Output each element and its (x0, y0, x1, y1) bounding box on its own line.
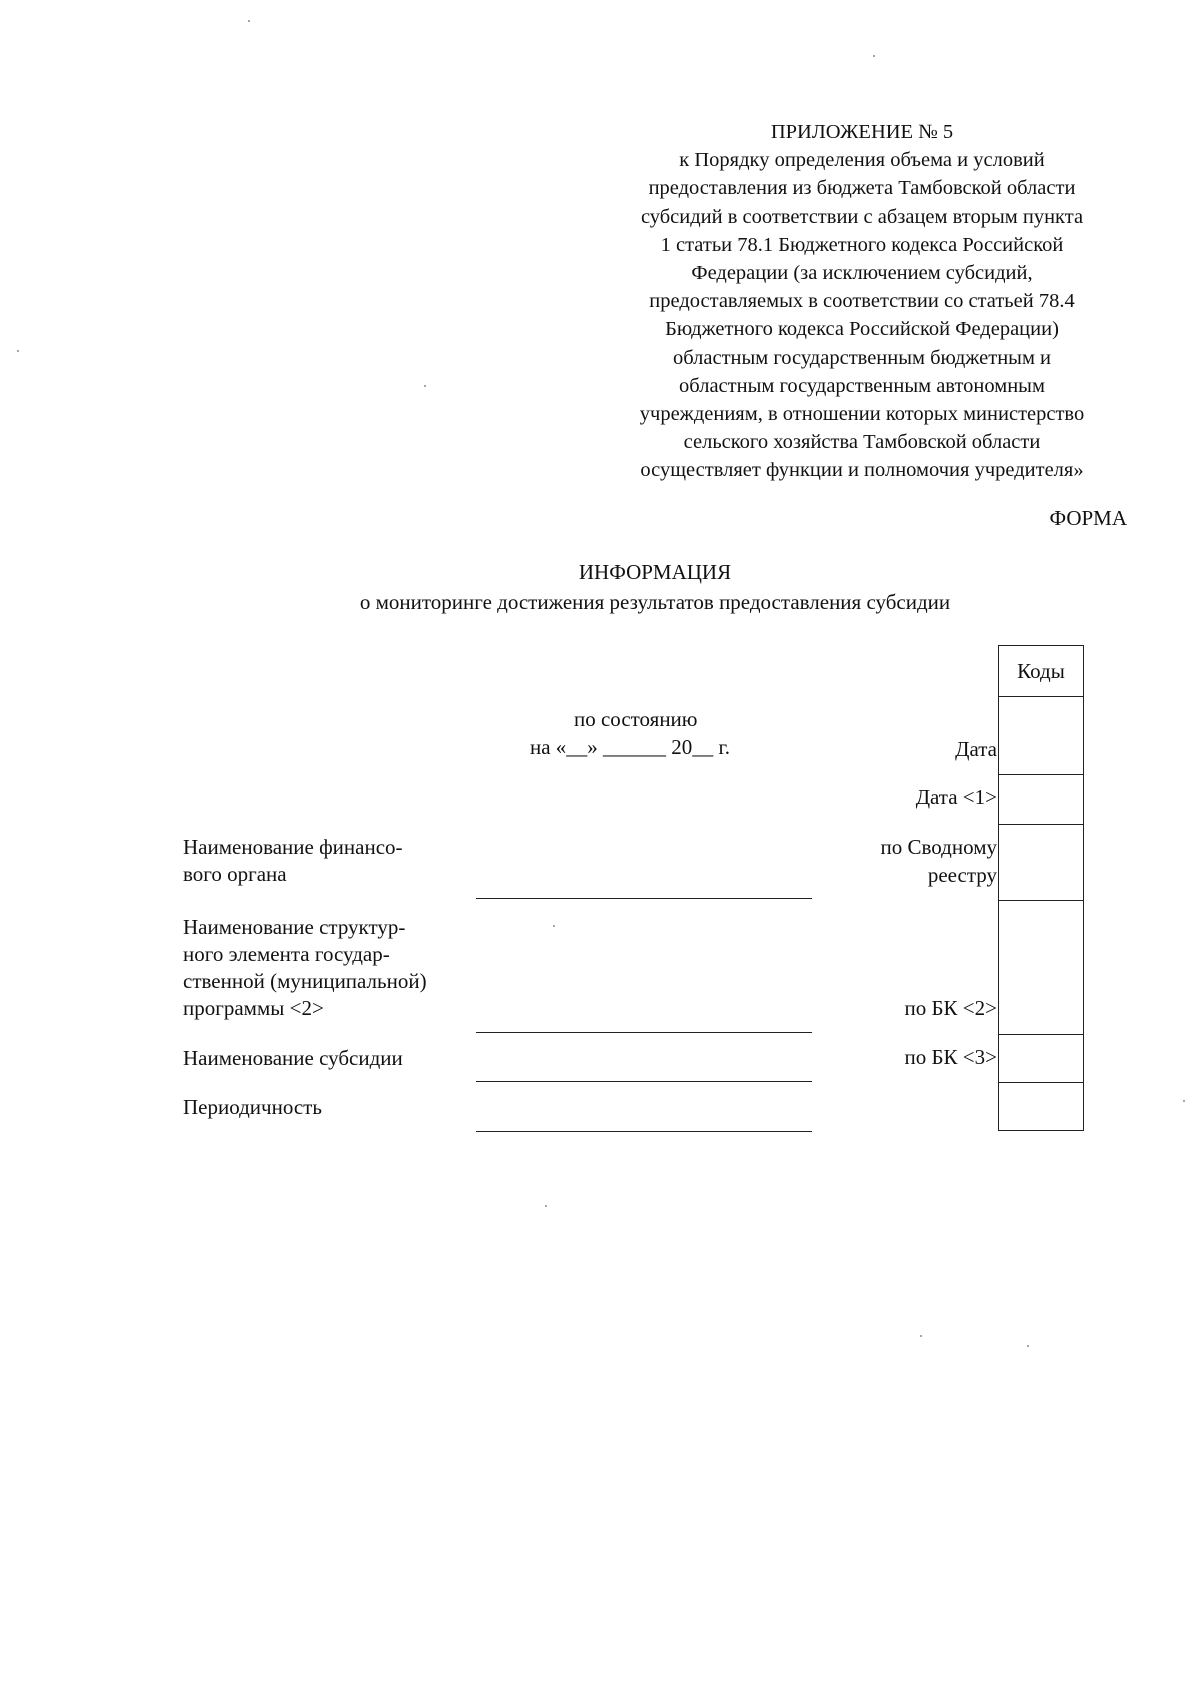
appendix-line: осуществляет функции и полномочия учредителя» (640, 459, 1084, 482)
codes-header: Коды (1017, 659, 1065, 683)
label-svod-line1: по Сводному (880, 835, 997, 859)
program-element-label-line: Наименование структур- (183, 915, 406, 939)
document-title: ИНФОРМАЦИЯ (578, 560, 732, 584)
appendix-line: предоставления из бюджета Тамбовской области (648, 177, 1076, 200)
code-cell-bk3[interactable] (999, 1034, 1083, 1083)
scan-speck (545, 1205, 547, 1207)
label-date: Дата (955, 737, 997, 761)
scan-speck (1183, 1100, 1185, 1102)
codes-table (998, 645, 1084, 1131)
appendix-line: 1 статьи 78.1 Бюджетного кодекса Российской (660, 233, 1064, 256)
scan-speck (17, 350, 19, 352)
program-element-field[interactable] (476, 1032, 812, 1033)
appendix-line: к Порядку определения объема и условий (679, 149, 1045, 172)
finance-org-label-line: Наименование финансо- (183, 835, 403, 859)
as-of-date-field[interactable]: на «__» ______ 20__ г. (530, 735, 731, 759)
appendix-line: учреждениям, в отношении которых министерство (639, 403, 1085, 426)
label-bk3: по БК <3> (904, 1045, 997, 1069)
label-bk2: по БК <2> (904, 996, 997, 1020)
appendix-line: сельского хозяйства Тамбовской области (683, 431, 1041, 454)
finance-org-field[interactable] (476, 898, 812, 899)
finance-org-label (183, 834, 403, 888)
codes-header-cell (999, 646, 1083, 697)
appendix-line: Федерации (за исключением субсидий, (691, 262, 1033, 285)
appendix-header (592, 118, 1132, 485)
subsidy-name-label: Наименование субсидии (183, 1046, 403, 1070)
form-label: ФОРМА (1049, 506, 1127, 530)
as-of-label: по состоянию (574, 707, 698, 731)
code-cell-periodicity[interactable] (999, 1082, 1083, 1130)
code-cell-date-note[interactable] (999, 774, 1083, 825)
scan-speck (873, 55, 875, 57)
scan-speck (248, 20, 250, 22)
program-element-label-line: ного элемента государ- (183, 942, 390, 966)
label-svod-line2: реестру (927, 863, 997, 887)
finance-org-label-line: вого органа (183, 862, 287, 886)
appendix-line: предоставляемых в соответствии со статьей 78.4 (649, 290, 1075, 313)
scan-speck (553, 925, 555, 927)
periodicity-field[interactable] (476, 1131, 812, 1132)
scan-speck (1027, 1345, 1029, 1347)
subsidy-name-field[interactable] (476, 1081, 812, 1082)
program-element-label-line: ственной (муниципальной) (183, 969, 427, 993)
appendix-line: Бюджетного кодекса Российской Федерации) (665, 318, 1059, 341)
program-element-label-line: программы <2> (183, 996, 324, 1020)
appendix-line: областным государственным бюджетным и (672, 346, 1052, 369)
appendix-line: ПРИЛОЖЕНИЕ № 5 (770, 121, 954, 143)
appendix-line: областным государственным автономным (679, 374, 1045, 397)
code-cell-bk2[interactable] (999, 900, 1083, 1035)
periodicity-label: Периодичность (183, 1095, 322, 1119)
document-subtitle: о мониторинге достижения результатов предоставления субсидии (359, 590, 951, 614)
appendix-line: субсидий в соответствии с абзацем вторым пункта (640, 205, 1084, 228)
code-cell-svod[interactable] (999, 824, 1083, 901)
program-element-label (183, 914, 427, 1022)
code-cell-date[interactable] (999, 696, 1083, 775)
scan-speck (920, 1335, 922, 1337)
scan-speck (424, 385, 426, 387)
label-date-note: Дата <1> (915, 785, 997, 809)
